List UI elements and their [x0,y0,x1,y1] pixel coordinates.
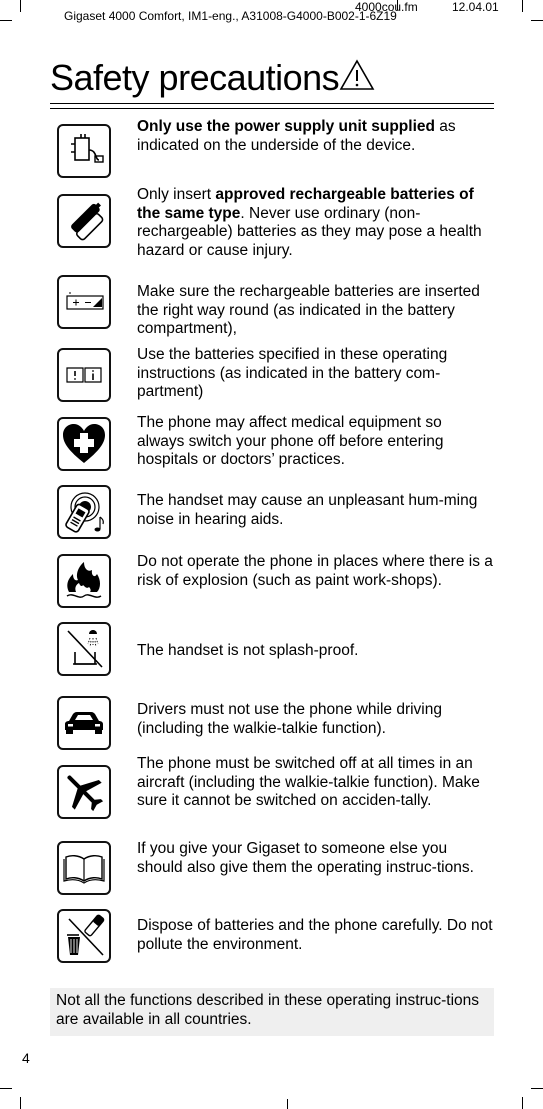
crop-mark [0,20,12,21]
header-filename: 4000cou.fm [355,0,418,14]
power-supply-icon [57,124,111,178]
manual-info-icon [57,348,111,402]
crop-mark [522,0,523,12]
header-doc-id: Gigaset 4000 Comfort, IM1-eng., A31008-G4000-B002-1-6Z19 [64,9,397,23]
aircraft-icon [57,765,111,819]
precaution-text: Only insert approved rechargeable batteries of the same type. Never use ordinary (non-rechargeable) batteries as they may pose a health hazard or cause injury. [137,186,482,259]
crop-mark [20,1097,21,1109]
explosion-flame-icon [57,554,111,608]
precaution-text: The phone must be switched off at all times in an aircraft (including the walkie-talkie function). Make sure it cannot be switched on acciden-tally. [137,755,480,809]
precaution-text: Make sure the rechargeable batteries are inserted the right way round (as indicated in the battery compartment), [137,283,480,337]
page-title: Safety precautions [50,57,340,98]
precaution-text: If you give your Gigaset to someone else you should also give them the operating instruc-tions. [137,840,474,876]
precaution-text: The handset may cause an unpleasant hum-ming noise in hearing aids. [137,492,478,528]
title-rule [50,103,494,104]
availability-note: Not all the functions described in these operating instruc-tions are available in all countries. [50,988,494,1036]
car-icon [57,696,111,750]
warning-triangle-icon [338,58,376,94]
rechargeable-battery-icon [57,194,111,248]
crop-mark [531,1088,543,1089]
precaution-text: Drivers must not use the phone while driving (including the walkie-talkie function). [137,701,442,737]
precaution-text: Only use the power supply unit supplied as indicated on the underside of the device. [137,118,456,154]
precaution-text: Dispose of batteries and the phone carefully. Do not pollute the environment. [137,917,493,953]
crop-mark [0,1088,12,1089]
precaution-text: Use the batteries specified in these operating instructions (as indicated in the battery com-partment) [137,346,448,400]
precaution-text: Do not operate the phone in places where there is a risk of explosion (such as paint work-shops). [137,553,493,589]
precaution-text: The handset is not splash-proof. [137,642,359,659]
battery-polarity-icon [57,275,111,329]
no-splash-icon [57,622,111,676]
hearing-aid-icon [57,485,111,539]
title-rule [50,108,494,109]
header-date: 12.04.01 [452,0,499,14]
crop-mark [287,1099,288,1109]
medical-heart-icon [57,417,111,471]
crop-mark [20,0,21,12]
book-icon [57,841,111,895]
page-number: 4 [22,1050,30,1066]
crop-mark [522,1097,523,1109]
disposal-bin-icon [57,909,111,963]
crop-mark [531,20,543,21]
precaution-text: The phone may affect medical equipment so always switch your phone off before entering hospitals or doctors’ practices. [137,414,444,468]
